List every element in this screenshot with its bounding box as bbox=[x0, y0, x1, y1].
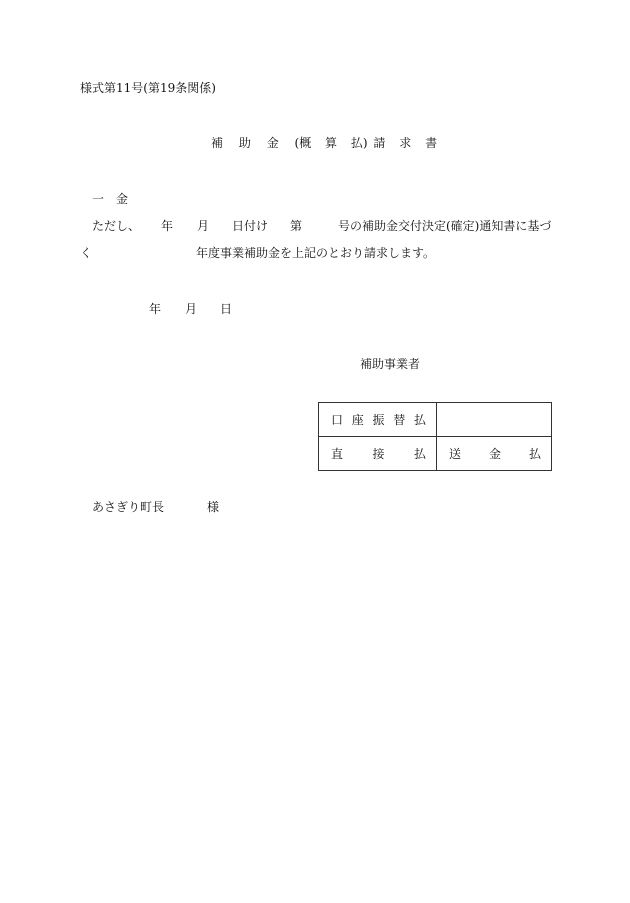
body-dai: 第 bbox=[290, 219, 303, 233]
body-year: 年 bbox=[161, 219, 174, 233]
date-day: 日 bbox=[220, 302, 233, 316]
amount-label-kin: 金 bbox=[116, 192, 129, 206]
body-rest: 号の補助金交付決定(確定)通知書に基づ bbox=[338, 219, 552, 233]
label-char: 替 bbox=[393, 413, 406, 427]
form-number: 様式第11号(第19条関係) bbox=[80, 81, 216, 95]
title-char: 書 bbox=[425, 136, 438, 150]
title-char: 請 bbox=[373, 136, 386, 150]
label-char: 払 bbox=[413, 447, 426, 461]
table-row bbox=[319, 437, 552, 471]
honorific: 様 bbox=[207, 500, 220, 514]
cell-remittance-payment bbox=[437, 437, 552, 471]
label-char: 接 bbox=[372, 447, 385, 461]
label-char: 口 bbox=[331, 413, 344, 427]
label-char: 直 bbox=[331, 447, 344, 461]
label-char: 金 bbox=[488, 447, 501, 461]
title-char: 求 bbox=[399, 136, 412, 150]
label-char: 振 bbox=[372, 413, 385, 427]
cell-account-transfer-label bbox=[319, 403, 437, 437]
cell-direct-payment-label bbox=[319, 437, 437, 471]
applicant-label: 補助事業者 bbox=[360, 357, 421, 371]
title-char: 金 bbox=[266, 136, 279, 150]
cell-account-transfer-value bbox=[437, 403, 552, 437]
date-month: 月 bbox=[185, 302, 198, 316]
amount-label-ichi: 一 bbox=[92, 192, 105, 206]
title-char: 補 bbox=[211, 136, 224, 150]
body-line2-start: く bbox=[80, 246, 93, 260]
body-date-attached: 日付け bbox=[232, 219, 269, 233]
payment-method-table bbox=[318, 402, 552, 471]
body-tadashi: ただし、 bbox=[92, 219, 141, 233]
body-month: 月 bbox=[197, 219, 210, 233]
table-row bbox=[319, 403, 552, 437]
title-char: (概 bbox=[294, 136, 312, 150]
date-year: 年 bbox=[149, 302, 162, 316]
title-char: 算 bbox=[325, 136, 338, 150]
title-char: 助 bbox=[238, 136, 251, 150]
addressee: あさぎり町長 bbox=[92, 500, 165, 514]
label-char: 払 bbox=[413, 413, 426, 427]
label-char: 払 bbox=[528, 447, 541, 461]
document-title bbox=[211, 137, 437, 149]
label-char: 送 bbox=[449, 447, 462, 461]
title-char: 払) bbox=[350, 136, 368, 150]
body-line2-rest: 年度事業補助金を上記のとおり請求します。 bbox=[196, 246, 436, 260]
label-char: 座 bbox=[351, 413, 364, 427]
